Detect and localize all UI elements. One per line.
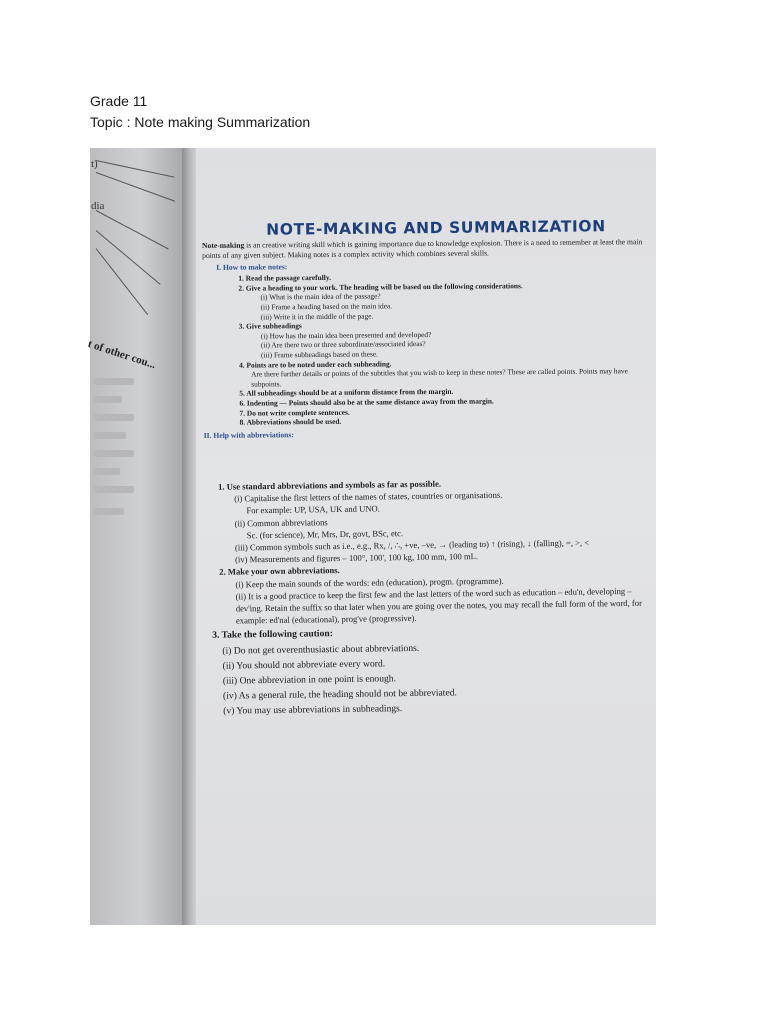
left-page-fragment: dia: [91, 200, 105, 212]
list-item: (iii) One abbreviation in one point is enough.: [222, 673, 397, 687]
left-page-fragment: t of other cou...: [86, 338, 158, 372]
list-item: Sc. (for science), Mr, Mrs, Dr, govt, BSc, etc.: [246, 527, 404, 541]
list-item: 1. Use standard abbreviations and symbols as far as possible.: [218, 478, 442, 492]
watermark-text: Galaxy S23: [713, 817, 729, 905]
list-item: 8. Abbreviations should be used.: [239, 416, 342, 427]
document-header: [90, 91, 310, 133]
page-line: [96, 160, 174, 178]
right-book-page: [196, 148, 729, 925]
list-item: (iv) Measurements and figures – 100°, 100', 100 kg, 100 mm, 100 mL.: [235, 551, 479, 565]
list-item: (i) Do not get overenthusiastic about abbreviations.: [222, 642, 420, 657]
topic-label: Topic : Note making Summarization: [90, 114, 311, 130]
faded-text: [94, 486, 134, 493]
faded-text: [94, 450, 134, 457]
caution-list: [198, 637, 659, 719]
section-heading: II. Help with abbreviations:: [203, 429, 294, 440]
faded-text: [94, 396, 122, 403]
faded-text: [94, 508, 124, 515]
section-heading: I. How to make notes:: [216, 262, 288, 273]
list-item: 2. Give a heading to your work. The heading will be based on the following considerations.: [238, 280, 523, 293]
faded-text: [94, 414, 134, 421]
list-item: For example: UP, USA, UK and UNO.: [246, 503, 380, 516]
list-item: (ii) It is a good practice to keep the first few and the last letters of the word such as education – edu'n, developing – dev'ing. Retain the suffix so that later when you are going over the notes, you may recall the full form of the word, for example: ed'nal (educational), prog've (progressive).: [235, 585, 642, 626]
list-item: (ii) Are there two or three subordinate/associated ideas?: [260, 339, 426, 350]
list-item: 7. Do not write complete sentences.: [239, 407, 350, 418]
page-title: NOTE-MAKING AND SUMMARIZATION: [266, 217, 606, 239]
how-to-list: [202, 270, 653, 427]
list-item: (iv) As a general rule, the heading should not be abbreviated.: [222, 687, 457, 702]
list-item: 5. All subheadings should be at a uniform distance from the margin.: [239, 387, 454, 398]
intro-term: Note-making: [202, 240, 245, 250]
section-two: [196, 475, 659, 720]
left-page-fragment: t): [91, 158, 98, 170]
section-one: [202, 237, 654, 442]
intro-text: is an creative writing skill which is gaining importance due to knowledge explosion. There is a need to remember at least the main points of any given subject. Making notes is a complex activity which combines several skills.: [202, 237, 643, 260]
list-item: Are there further details or points of the subtitles that you wish to keep in these notes? These are called points. Points may have subpoints.: [251, 366, 628, 389]
list-item: (iii) Write it in the middle of the page.: [260, 311, 374, 322]
faded-text: [94, 432, 126, 439]
faded-text: [94, 468, 120, 475]
list-item: (iii) Frame subheadings based on these.: [260, 349, 379, 360]
camera-watermark: [706, 803, 732, 933]
page-line: [96, 248, 149, 315]
list-item: (iii) Common symbols such as i.e., e.g., Rx, /, ∴, +ve, –ve, → (leading to) ↑ (rising), ↓ (falling), =, >, <: [234, 537, 590, 553]
list-item: 1. Read the passage carefully.: [238, 273, 332, 283]
caution-heading: 3. Take the following caution:: [212, 628, 333, 642]
list-item: (v) You may use abbreviations in subheadings.: [223, 703, 403, 718]
page-line: [96, 172, 175, 202]
list-item: (ii) You should not abbreviate every word.: [222, 658, 386, 672]
list-item: (i) Keep the main sounds of the words: edn (education), progm. (programme).: [235, 575, 504, 590]
faded-text: [94, 378, 134, 385]
list-item: 4. Points are to be noted under each subheading.: [239, 358, 392, 370]
textbook-photo: [86, 148, 729, 925]
list-item: 3. Give subheadings: [238, 321, 302, 331]
list-item: (ii) Common abbreviations: [234, 516, 328, 529]
list-item: 6. Indenting — Points should also be at the same distance away from the margin.: [239, 396, 494, 408]
list-item: (i) What is the main idea of the passage?: [260, 291, 381, 302]
list-item: (ii) Frame a heading based on the main idea.: [260, 301, 393, 312]
list-item: (i) How has the main idea been presented and developed?: [260, 329, 432, 341]
left-book-page: [86, 148, 182, 925]
page-line: [96, 210, 169, 249]
list-item: 2. Make your own abbreviations.: [219, 565, 340, 578]
list-item: (i) Capitalise the first letters of the names of states, countries or organisations.: [234, 489, 503, 504]
grade-label: Grade 11: [90, 93, 148, 109]
abbreviation-list: [196, 475, 658, 628]
book-gutter: [182, 148, 196, 925]
intro-paragraph: [202, 237, 652, 260]
